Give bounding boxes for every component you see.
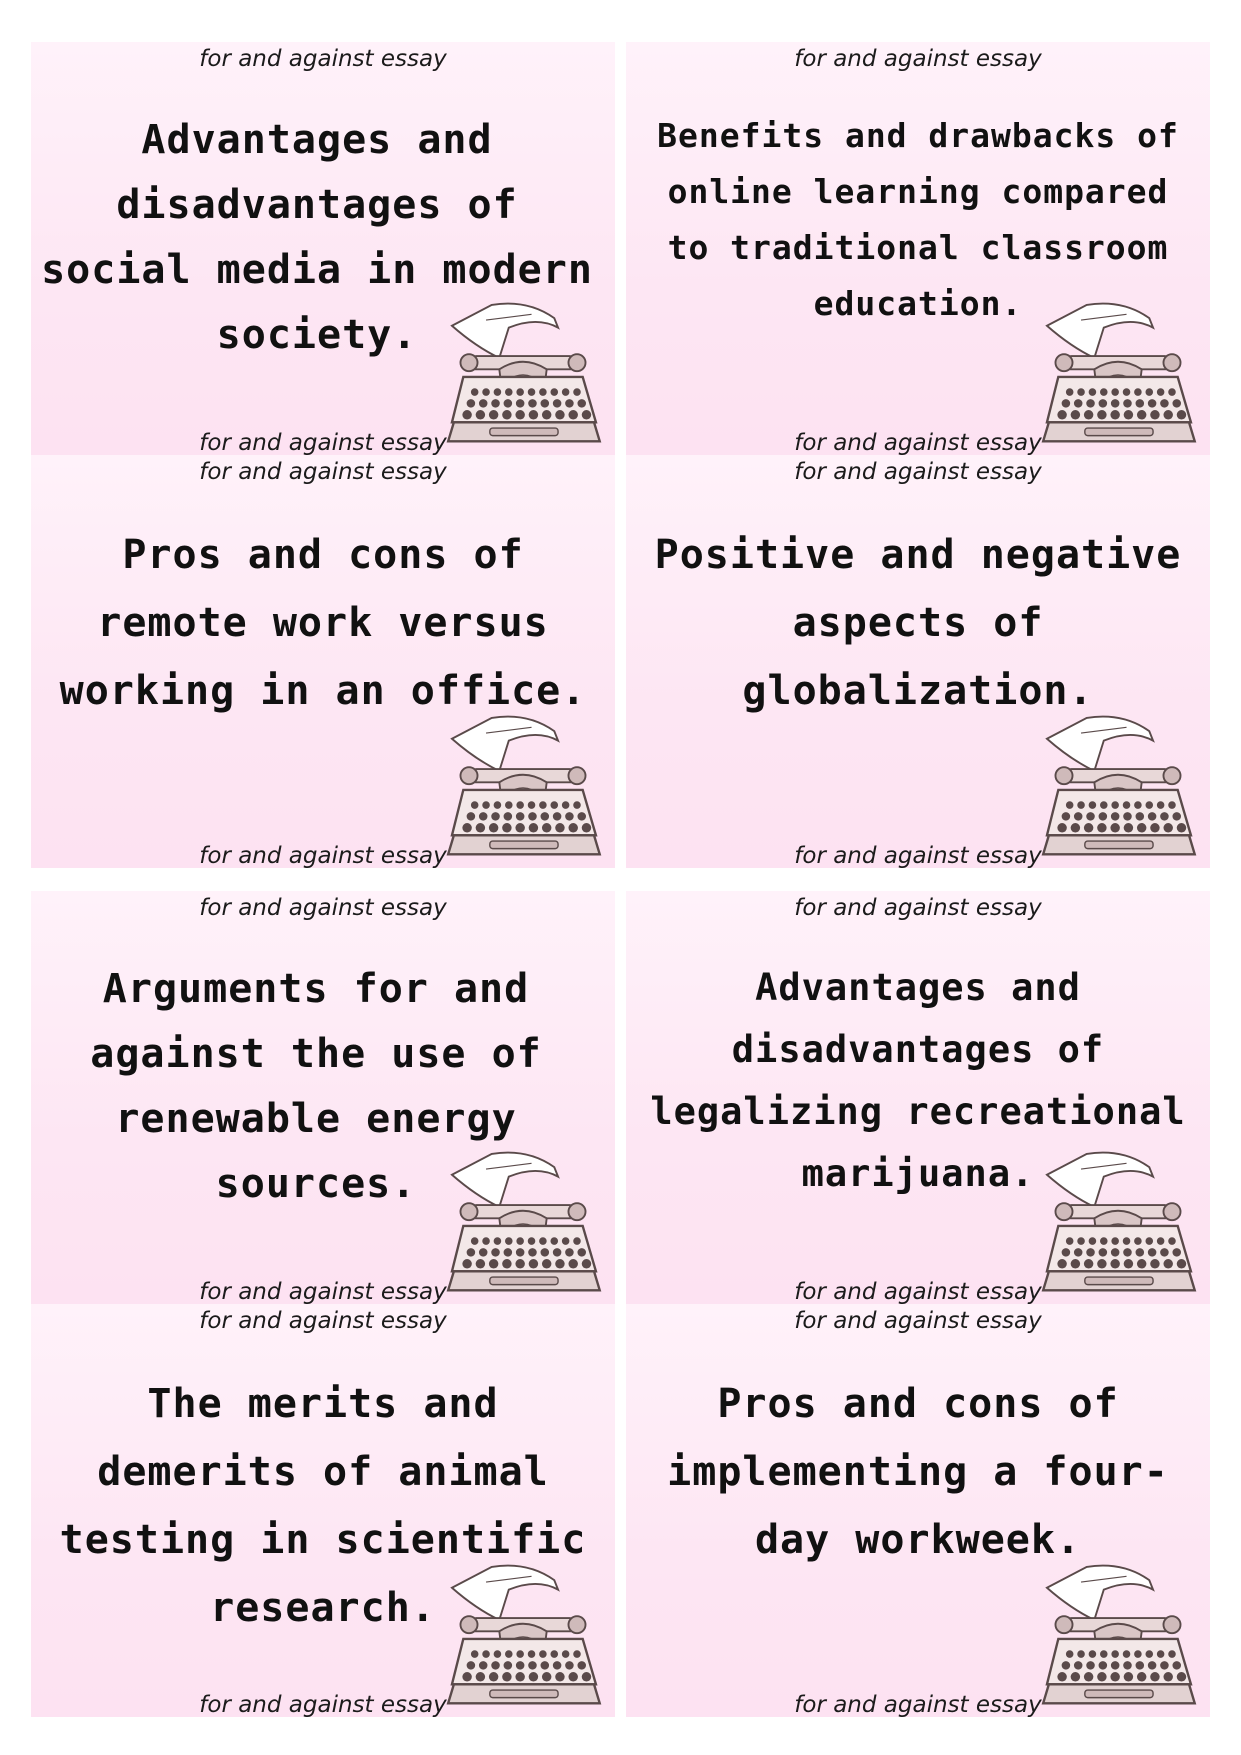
topic-card-8: [626, 1304, 1210, 1717]
card-tag-bottom: for and against essay: [199, 1279, 447, 1304]
card-tag-bottom: for and against essay: [199, 1692, 447, 1717]
topic-card-5: [31, 891, 615, 1304]
essay-topic: The merits and demerits of animal testing in scientific research.: [59, 1381, 587, 1631]
card-tag-top: for and against essay: [199, 895, 447, 921]
essay-topic: Benefits and drawbacks of online learning compared to traditional classroom education.: [657, 116, 1179, 323]
essay-topic: Pros and cons of implementing a four-day workweek.: [667, 1381, 1169, 1563]
card-tag-bottom: for and against essay: [794, 1279, 1042, 1304]
card-tag-top: for and against essay: [794, 1308, 1042, 1334]
topic-card-1: [31, 42, 615, 455]
essay-topic: Advantages and disadvantages of social media in modern society.: [41, 117, 593, 358]
card-tag-bottom: for and against essay: [794, 843, 1042, 868]
topic-card-7: [31, 1304, 615, 1717]
topic-card-2: [626, 42, 1210, 455]
topic-card-4: [626, 455, 1210, 868]
card-tag-top: for and against essay: [794, 46, 1042, 72]
card-tag-top: for and against essay: [199, 459, 447, 485]
card-tag-top: for and against essay: [199, 1308, 447, 1334]
essay-topic: Arguments for and against the use of renewable energy sources.: [90, 966, 542, 1207]
card-tag-bottom: for and against essay: [199, 430, 447, 455]
essay-topic: Advantages and disadvantages of legalizing recreational marijuana.: [650, 966, 1186, 1195]
essay-topic: Positive and negative aspects of globalization.: [654, 532, 1182, 714]
card-tag-bottom: for and against essay: [199, 843, 447, 868]
topic-card-6: [626, 891, 1210, 1304]
essay-topic: Pros and cons of remote work versus working in an office.: [59, 532, 587, 714]
card-tag-top: for and against essay: [199, 46, 447, 72]
card-tag-bottom: for and against essay: [794, 1692, 1042, 1717]
topic-card-3: [31, 455, 615, 868]
card-tag-bottom: for and against essay: [794, 430, 1042, 455]
card-tag-top: for and against essay: [794, 459, 1042, 485]
card-tag-top: for and against essay: [794, 895, 1042, 921]
